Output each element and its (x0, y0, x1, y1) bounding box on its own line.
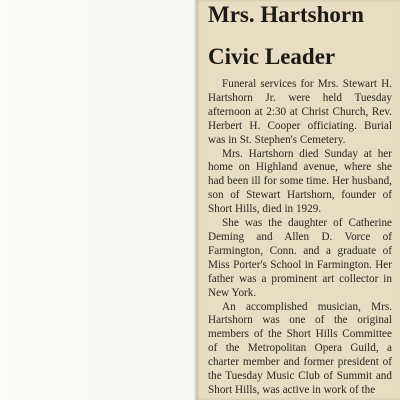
article-paragraph-3: She was the daughter of Catherine Deming and Allen D. Vorce of Farmington, Conn. and a graduate of Miss Porter's School in Farmington. Her father was a prominent art collector in New York. (208, 217, 392, 299)
newspaper-clipping (196, 0, 400, 400)
article-body (208, 78, 392, 398)
article-paragraph-4: An accomplished musician, Mrs. Hartshorn was one of the original members of the Short Hills Committee of the Metropolitan Opera Guild, a charter member and former president of the Tuesday Music Club of Summit and Short Hills, was active in work of the (208, 300, 392, 396)
article-paragraph-2: Mrs. Hartshorn died Sunday at her home on Highland avenue, where she had been ill for some time. Her husband, son of Stewart Hartshorn, founder of Short Hills, died in 1929. (208, 147, 392, 216)
headline-line-1: Mrs. Hartshorn (208, 2, 364, 27)
blank-paper-background (0, 0, 196, 400)
headline-line-2: Civic Leader (208, 44, 336, 69)
article-paragraph-1: Funeral services for Mrs. Stewart H. Hartshorn Jr. were held Tuesday afternoon at 2:30 at Christ Church, Rev. Herbert H. Cooper officiating. Burial was in St. Stephen's Cemetery. (208, 78, 392, 146)
